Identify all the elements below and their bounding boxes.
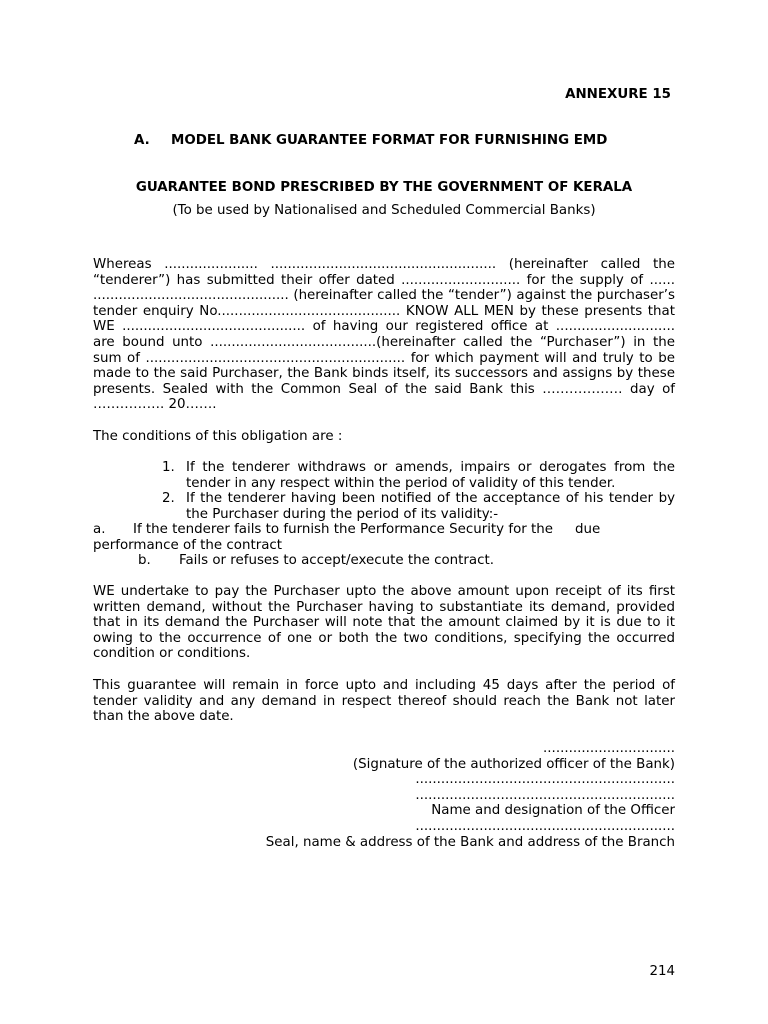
- bond-title: GUARANTEE BOND PRESCRIBED BY THE GOVERNMENT OF KERALA: [135, 180, 633, 195]
- sub-condition-continuation: performance of the contract: [93, 537, 283, 553]
- sub-condition-text-due: due: [575, 522, 601, 537]
- whereas-paragraph: Whereas ...................... ..................................................... (hereinafter called the “tenderer”) has submitted their offer dated ............................ for the supply of ...... .............................................. (hereinafter called the “tender”) against the purchaser’s tender enquiry No........................................... KNOW ALL MEN by these presents that WE ........................................... of having our registered office at ............................ are bound unto .......................................(hereinafter called the “Purchaser”) in the sum of ............................................................. for which payment will and truly to be made to the said Purchaser, the Bank binds itself, its successors and assigns by these presents. Sealed with the Common Seal of the said Bank this ……………… day of ……………. 20…….: [93, 257, 675, 413]
- sub-condition-marker: b.: [138, 553, 151, 568]
- section-letter: A.: [134, 133, 150, 148]
- undertaking-paragraph: WE undertake to pay the Purchaser upto the above amount upon receipt of its first written demand, without the Purchaser having to substantiate its demand, provided that in its demand the Purchaser will note that the amount claimed by it is due to it owing to the occurrence of one or both the two conditions, specifying the occurred condition or conditions.: [93, 584, 675, 662]
- annexure-label: ANNEXURE 15: [565, 87, 671, 102]
- signature-block: [93, 741, 675, 850]
- signature-line: ...............................: [543, 741, 675, 756]
- seal-label: Seal, name & address of the Bank and address of the Branch: [265, 834, 675, 850]
- seal-line: .............................................................: [415, 818, 675, 834]
- condition-number: 1.: [162, 460, 175, 475]
- sub-condition-text: If the tenderer fails to furnish the Performance Security for the: [133, 522, 553, 537]
- page-number: 214: [649, 964, 675, 979]
- condition-text: If the tenderer having been notified of the acceptance of his tender by the Purchaser during the period of its validity:-: [186, 491, 675, 522]
- bond-subtitle: (To be used by Nationalised and Scheduled Commercial Banks): [172, 203, 596, 218]
- condition-item: [162, 460, 675, 491]
- condition-item: [162, 491, 675, 522]
- section-title: MODEL BANK GUARANTEE FORMAT FOR FURNISHING EMD: [171, 133, 608, 148]
- sub-condition-a: [93, 522, 653, 553]
- sub-condition-marker: a.: [93, 522, 106, 537]
- condition-number: 2.: [162, 491, 175, 507]
- officer-name-label: Name and designation of the Officer: [431, 803, 675, 819]
- section-heading: [134, 133, 607, 149]
- sub-condition-text: Fails or refuses to accept/execute the contract.: [179, 553, 494, 568]
- signature-label: (Signature of the authorized officer of the Bank): [352, 756, 675, 772]
- validity-paragraph: This guarantee will remain in force upto and including 45 days after the period of tender validity and any demand in respect thereof should reach the Bank not later than the above date.: [93, 678, 675, 725]
- conditions-list: [162, 460, 675, 522]
- officer-name-line: .............................................................: [415, 772, 675, 788]
- officer-designation-line: .............................................................: [415, 787, 675, 803]
- sub-condition-b: [138, 553, 494, 569]
- conditions-intro: The conditions of this obligation are :: [93, 429, 343, 444]
- condition-text: If the tenderer withdraws or amends, impairs or derogates from the tender in any respect within the period of validity of this tender.: [186, 460, 675, 491]
